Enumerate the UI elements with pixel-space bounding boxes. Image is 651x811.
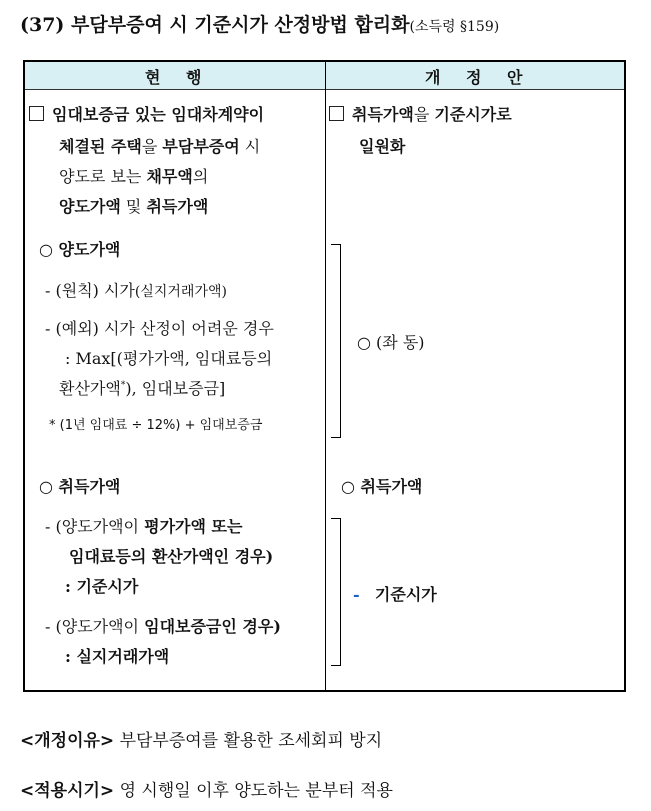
- revised-acquisition-heading: ○ 취득가액: [341, 477, 423, 496]
- acquisition-case2-line2: : 실지거래가액: [65, 647, 170, 666]
- bracket-transfer: [331, 244, 341, 438]
- checkbox-square-icon: [329, 106, 344, 121]
- acquisition-case1-line2: 임대료등의 환산가액인 경우): [69, 547, 274, 566]
- transfer-exception-line3: 환산가액*), 임대보증금]: [59, 379, 226, 398]
- current-intro-line2: 체결된 주택을 부담부증여 시: [59, 137, 261, 156]
- reason-label: <개정이유>: [20, 731, 115, 751]
- transfer-footnote: * (1년 임대료 ÷ 12%) + 임대보증금: [49, 418, 263, 433]
- revised-intro-line2: 일원화: [359, 137, 406, 156]
- transfer-exception-line2: : Max[(평가가액, 임대료등의: [65, 349, 273, 368]
- revised-acquisition-item: - 기준시가: [353, 585, 437, 604]
- revised-same: ○ (좌 동): [357, 333, 425, 352]
- reason-text: 부담부증여를 활용한 조세회피 방지: [114, 731, 383, 751]
- header-current: 현 행: [145, 68, 212, 87]
- title-main: (37) 부담부증여 시 기준시가 산정방법 합리화: [20, 14, 410, 36]
- apply-line: [20, 776, 393, 801]
- acquisition-case2-line1: - (양도가액이 임대보증금인 경우): [45, 617, 281, 636]
- acquisition-case1-line1: - (양도가액이 평가가액 또는: [45, 517, 243, 536]
- title-source: (소득령 §159): [409, 19, 500, 35]
- bracket-acquisition: [331, 518, 341, 666]
- current-intro-line4: 양도가액 및 취득가액: [59, 197, 209, 216]
- current-intro-line1: 임대보증금 있는 임대차계약이: [29, 102, 264, 125]
- acquisition-heading: ○ 취득가액: [39, 477, 121, 496]
- comparison-table: [23, 60, 626, 692]
- header-revised: 개 정 안: [425, 68, 533, 87]
- transfer-exception-line1: - (예외) 시가 산정이 어려운 경우: [45, 319, 274, 338]
- transfer-principle: - (원칙) 시가(실지거래가액): [45, 281, 227, 300]
- column-divider: [325, 62, 326, 690]
- apply-label: <적용시기>: [20, 781, 115, 801]
- current-intro-line3: 양도로 보는 채무액의: [59, 167, 209, 186]
- page-title: [20, 10, 499, 37]
- revised-intro-line1: 취득가액을 기준시가로: [329, 102, 512, 125]
- dash-marker: -: [353, 585, 360, 604]
- acquisition-case1-line3: : 기준시가: [65, 577, 139, 596]
- checkbox-square-icon: [29, 106, 44, 121]
- reason-line: [20, 726, 382, 751]
- apply-text: 영 시행일 이후 양도하는 분부터 적용: [114, 781, 393, 801]
- transfer-heading: ○ 양도가액: [39, 240, 121, 259]
